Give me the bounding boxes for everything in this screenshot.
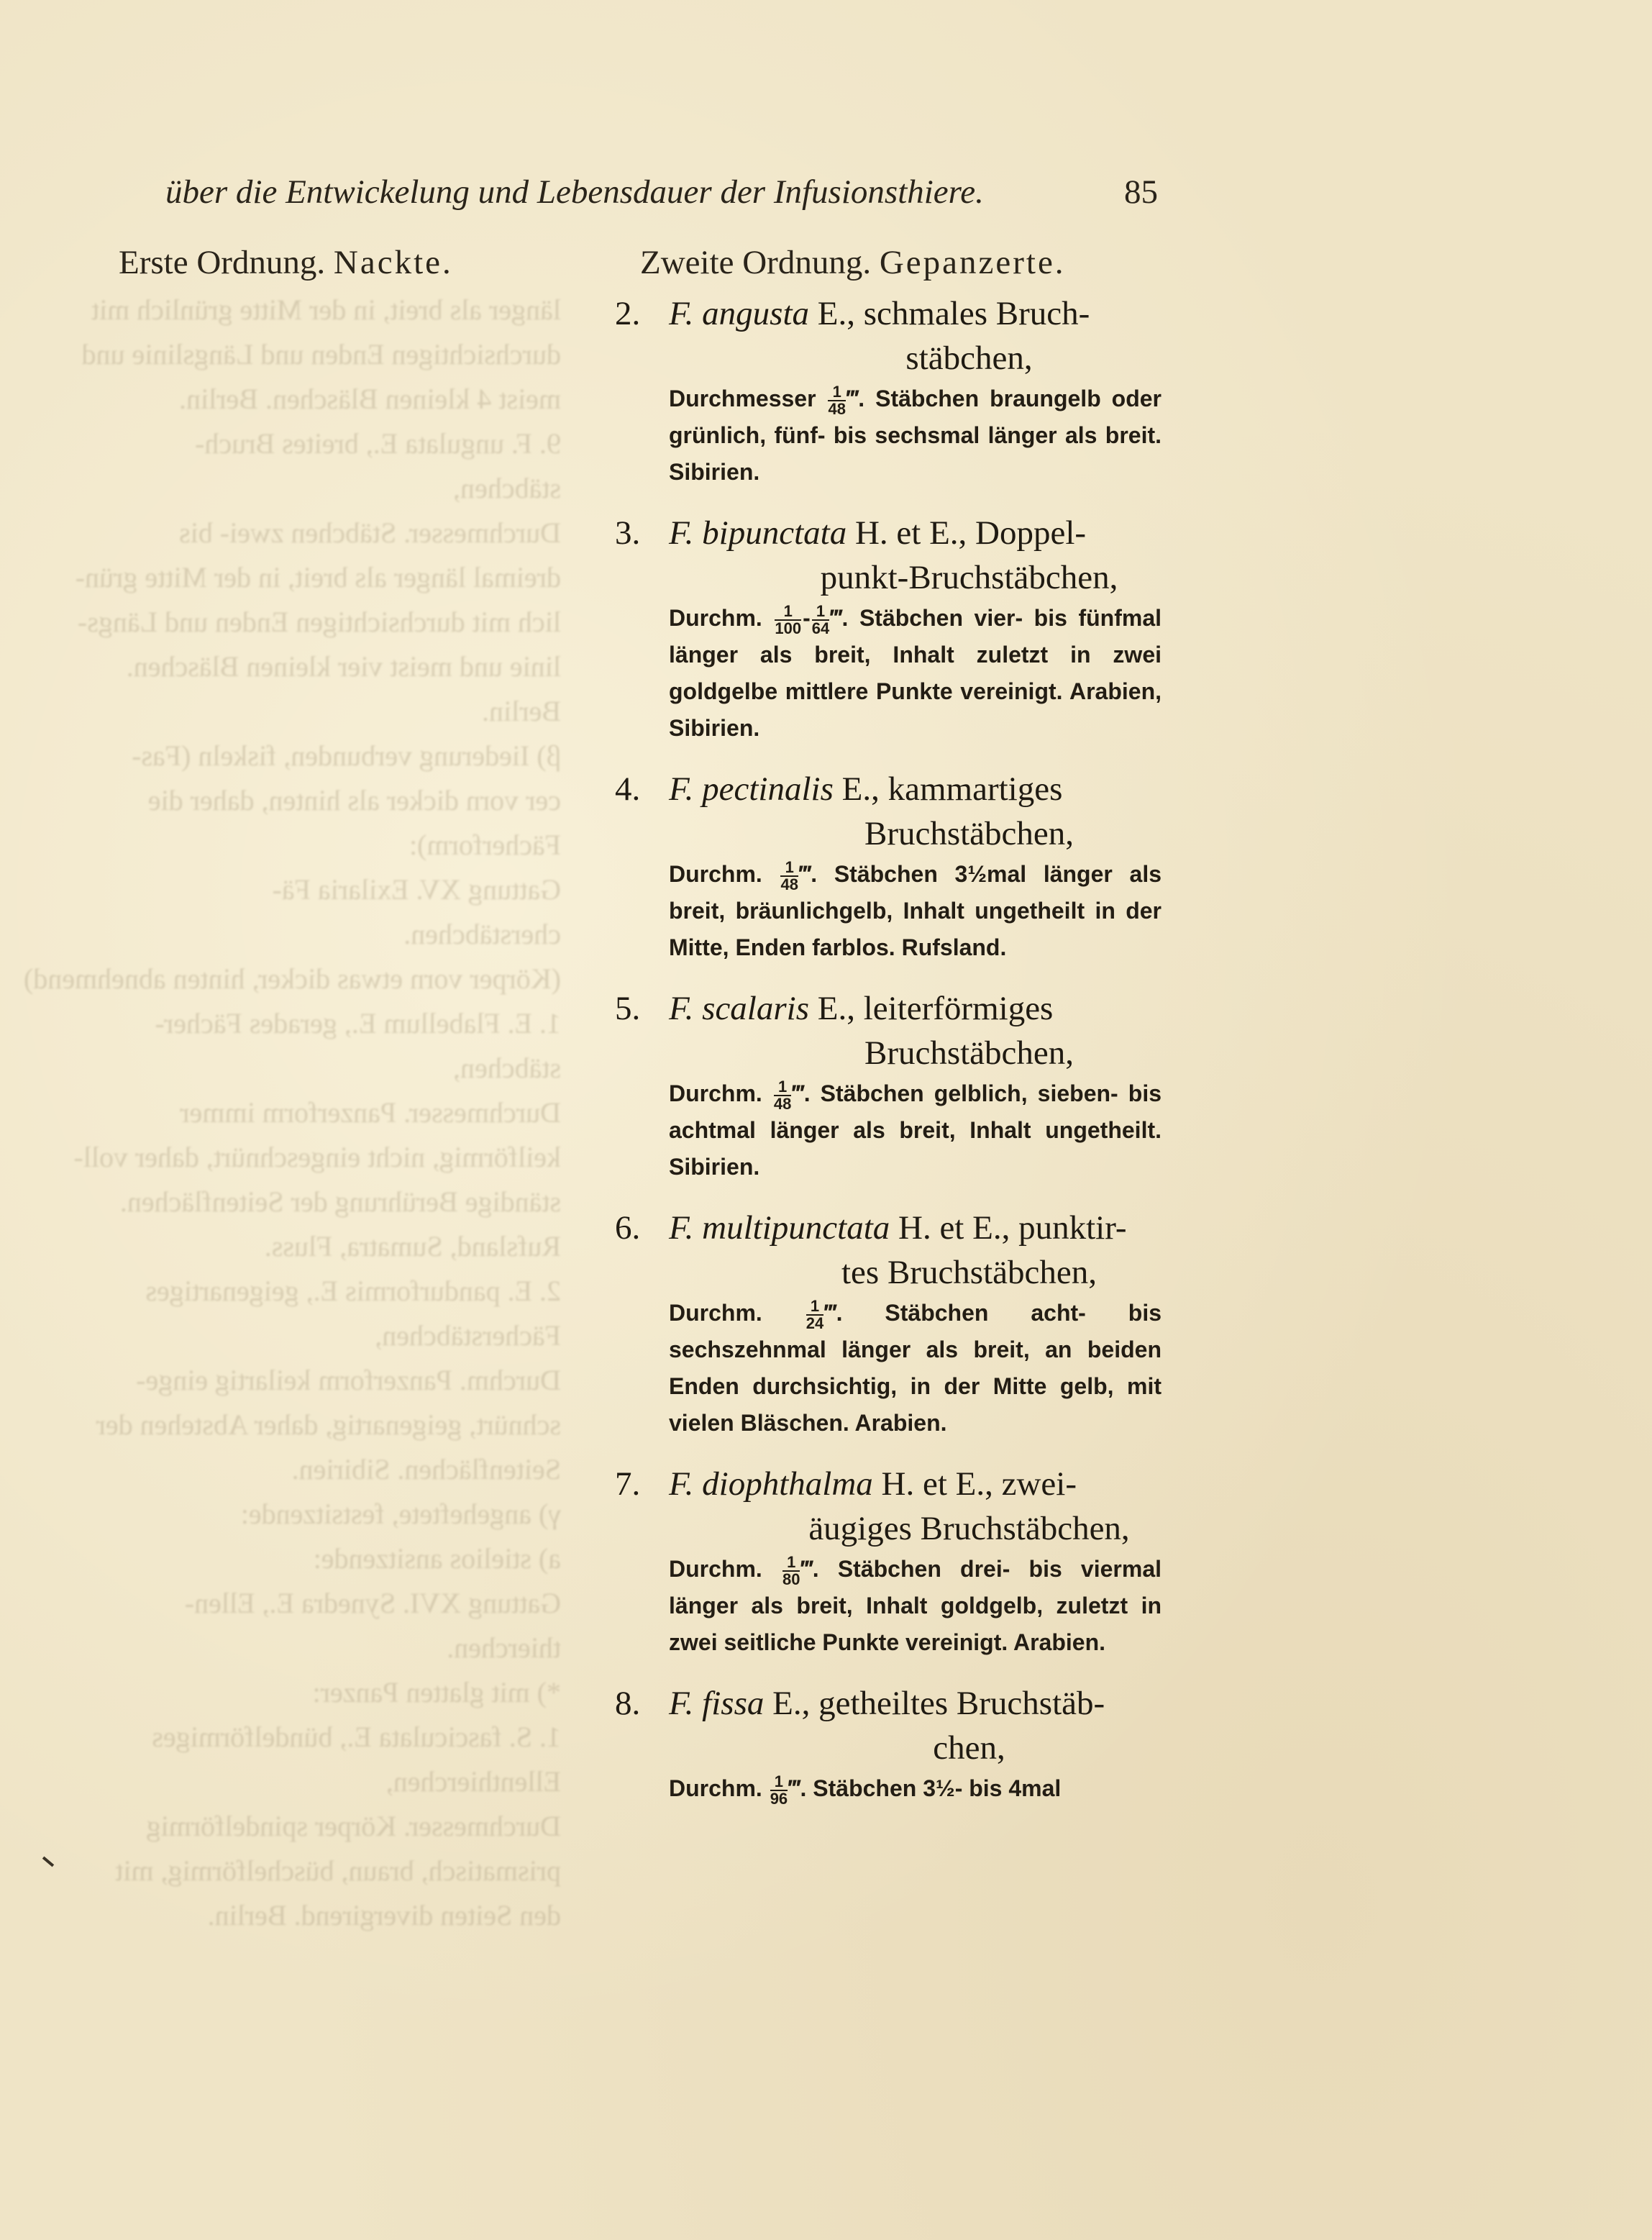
species-entry (615, 767, 1162, 966)
entry-title (615, 291, 1162, 381)
genus-abbrev: F. (669, 295, 694, 332)
diameter-fraction-upper (811, 601, 830, 637)
diameter-fraction (782, 1554, 800, 1588)
genus-abbrev: F. (669, 1465, 694, 1503)
desc-label: Durchm. (669, 605, 762, 631)
common-name-a: getheiltes Bruchstäb- (818, 1685, 1105, 1722)
desc-text: ‴. Stäbchen braungelb oder grünlich, fünf- bis sechsmal länger als breit. Sibirien. (669, 386, 1162, 485)
left-heading-order: Erste Ordnung. (119, 244, 326, 281)
fraction-numerator: 1 (812, 604, 829, 621)
genus-abbrev: F. (669, 1685, 694, 1722)
species-entry (615, 1681, 1162, 1807)
author: E., (841, 770, 880, 808)
author: E., (817, 990, 855, 1027)
desc-label: Durchmesser (669, 386, 816, 411)
reverse-side-bleed-through: länger als breit, in der Mitte grünlich mit durchsichtigen Enden und Längslinie und meist 4 kleinen Bläschen. Berlin. 9. F. ungulata E., breites Bruch- stäbchen, Durchmesser. Stäbchen zwei- bis dreimal länger als breit, in der Mitte grün- lich mit durchsichtigen Enden und Längs- linie und meist vier kleinen Bläschen. Berlin. β) Iiederung verbunden, fiskeln (Fas- cer vorn dicker als hinten, daher die Fächerform): Gattung XV. Exilaria Fä- cherstäbchen. (Körper vorn etwas dicker, hinten abnehmend) 1. E. Flabellum E., gerades Fächer- stäbchen, Durchmesser. Panzerform immer keilförmig, nicht eingeschnürt, daher voll- ständige Berührung der Seitenflächen. Rufsland, Sumatra, Fluss. 2. E. pandurformis E., geigenartiges Fächerstäbchen, Durchm. Panzerform keilartig einge- schnürt, geigenartig, daher Abstehen der Seitenflächen. Sibirien. γ) angeheftete, festsitzende: a) stielios ansitzende: Gattung XVI. Synedra E., Ellen- thierchen. *) mit glatten Panzer: 1. S. fasciculata E., bündelförmiges Ellenthierchen, Durchmesser. Körper spindelförmig prismatisch, braun, büschelförmig, mit den Seiten divergirend. Berlin. (23, 293, 561, 1931)
fraction-denominator: 100 (775, 619, 802, 637)
common-name-b: Bruchstäbchen, (864, 1034, 1074, 1072)
fraction-denominator: 96 (770, 1789, 788, 1808)
desc-label: Durchm. (669, 1775, 762, 1801)
desc-text: ‴. Stäbchen drei- bis viermal länger als breit, Inhalt goldgelb, zuletzt in zwei seitliche Punkte vereinigt. Arabien. (669, 1556, 1162, 1655)
entry-number: 3. (615, 514, 641, 552)
common-name-a: Doppel- (975, 514, 1087, 552)
genus-abbrev: F. (669, 1209, 694, 1247)
author: E., (772, 1685, 811, 1722)
entry-number: 7. (615, 1465, 641, 1503)
species-name: bipunctata (702, 514, 847, 552)
author: H. et E., (854, 514, 967, 552)
genus-abbrev: F. (669, 514, 694, 552)
entry-title (615, 1206, 1162, 1295)
species-entry (615, 511, 1162, 747)
entry-description (615, 1551, 1162, 1661)
right-heading-group: Gepanzerte. (879, 244, 1066, 281)
running-head (165, 173, 1158, 223)
species-entry (615, 1206, 1162, 1442)
left-column-heading (119, 243, 453, 282)
fraction-denominator: 24 (806, 1314, 824, 1332)
fraction-numerator: 1 (782, 1554, 800, 1572)
species-name: multipunctata (702, 1209, 890, 1247)
species-name: pectinalis (702, 770, 834, 808)
species-name: scalaris (702, 990, 810, 1027)
running-head-title: über die Entwickelung und Lebensdauer der Infusionsthiere. (165, 173, 984, 211)
entry-description: Durchm. $\frac{1}{100}$ - $\frac{1}{64}$ ‴. Stäbchen vier- bis fünfmal länger als breit, Inhalt zuletzt in zwei goldgelbe mittlere Punkte vereinigt. Arabien, Sibirien. (669, 601, 1162, 741)
desc-label: Durchm. (669, 1556, 762, 1582)
fraction-denominator: 64 (811, 619, 830, 637)
common-name-b: punkt-Bruchstäbchen, (820, 559, 1118, 596)
common-name-b: chen, (933, 1729, 1005, 1767)
entry-description (615, 1770, 1162, 1807)
left-heading-group: Nackte. (333, 244, 453, 281)
species-name: angusta (702, 295, 810, 332)
genus-abbrev: F. (669, 990, 694, 1027)
desc-label: Durchm. (669, 1300, 762, 1326)
species-name: fissa (702, 1685, 765, 1722)
author: H. et E., (881, 1465, 993, 1503)
fraction-numerator: 1 (780, 860, 798, 877)
entry-title (615, 1462, 1162, 1551)
entry-description (615, 856, 1162, 966)
common-name-a: zwei- (1001, 1465, 1077, 1503)
entry-number: 2. (615, 295, 641, 332)
fraction-numerator: 1 (828, 384, 845, 401)
fraction-denominator: 48 (828, 399, 846, 418)
species-entry (615, 986, 1162, 1185)
entry-number: 4. (615, 770, 641, 808)
author: E., (817, 295, 855, 332)
desc-text: ‴. Stäbchen acht- bis sechszehnmal länger als breit, an beiden Enden durchsichtig, in der Mitte gelb, mit vielen Bläschen. Arabien. (669, 1300, 1162, 1436)
fraction-denominator: 48 (780, 875, 798, 893)
species-name: diophthalma (702, 1465, 873, 1503)
entry-title (615, 767, 1162, 856)
entry-title (615, 1681, 1162, 1770)
common-name-a: punktir- (1018, 1209, 1127, 1247)
entry-number: 8. (615, 1685, 641, 1722)
common-name-b: tes Bruchstäbchen, (841, 1254, 1097, 1291)
diameter-fraction (770, 1774, 788, 1807)
entry-description (615, 1075, 1162, 1185)
desc-text: ‴. Stäbchen 3½mal länger als breit, bräunlichgelb, Inhalt ungetheilt in der Mitte, Enden farblos. Rufsland. (669, 861, 1162, 960)
diameter-fraction (775, 601, 802, 637)
fraction-numerator: 1 (770, 1774, 788, 1791)
page-number: 85 (1124, 173, 1158, 211)
fraction-numerator: 1 (775, 604, 801, 621)
species-entry (615, 1462, 1162, 1661)
diameter-fraction (774, 1079, 791, 1112)
desc-text: ‴. Stäbchen 3½- bis 4mal (789, 1775, 1062, 1801)
desc-label: Durchm. (669, 1080, 762, 1106)
entry-number: 6. (615, 1209, 641, 1247)
desc-text: ‴. Stäbchen vier- bis fünfmal länger als breit, Inhalt zuletzt in zwei goldgelbe mittlere Punkte vereinigt. Arabien, Sibirien. (669, 605, 1162, 741)
desc-label: Durchm. (669, 861, 762, 887)
common-name-a: leiterförmiges (863, 990, 1054, 1027)
species-list (615, 291, 1162, 1827)
author: H. et E., (898, 1209, 1010, 1247)
common-name-b: stäbchen, (905, 340, 1033, 377)
diameter-fraction (806, 1298, 823, 1331)
fraction-numerator: 1 (774, 1079, 791, 1096)
common-name-b: Bruchstäbchen, (864, 815, 1074, 852)
fraction-denominator: 80 (782, 1570, 800, 1588)
entry-title (615, 986, 1162, 1075)
entry-description (615, 381, 1162, 491)
right-heading-order: Zweite Ordnung. (640, 244, 872, 281)
common-name-b: äugiges Bruchstäbchen, (808, 1510, 1130, 1547)
entry-description (615, 1295, 1162, 1442)
right-column-heading (640, 243, 1066, 282)
entry-number: 5. (615, 990, 641, 1027)
common-name-a: kammartiges (887, 770, 1063, 808)
species-entry (615, 291, 1162, 491)
diameter-fraction (780, 857, 798, 893)
genus-abbrev: F. (669, 770, 694, 808)
fraction-numerator: 1 (806, 1298, 823, 1316)
desc-text: ‴. Stäbchen gelblich, sieben- bis achtmal länger als breit, Inhalt ungetheilt. Sibirien. (669, 1080, 1162, 1180)
fraction-denominator: 48 (773, 1094, 792, 1113)
diameter-fraction (828, 384, 845, 417)
common-name-a: schmales Bruch- (863, 295, 1090, 332)
entry-title (615, 511, 1162, 600)
